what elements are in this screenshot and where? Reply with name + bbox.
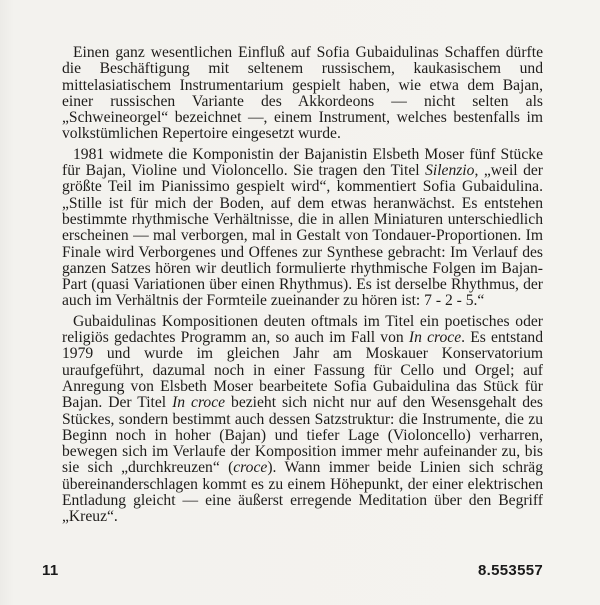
text-run: bezieht sich nicht nur auf den Wesensgehalt des Stückes, sondern bestimmt auch dessen Satzstruktur: die Instrumente, die zu Beginn noch in hoher (Bajan) und tiefer Lage (Violoncello) verharren, bewegen sich im Verlaufe der Komposition immer mehr aufeinander zu, bis sie sich „durchkreuzen“ ( (62, 394, 543, 477)
catalog-number: 8.553557 (478, 562, 543, 579)
paragraph-2 (62, 147, 543, 310)
text-run: Einen ganz wesentlichen Einfluß auf Sofia Gubaidulinas Schaffen dürfte die Beschäftigung mit seltenem russischem, kaukasischem und mittelasiatischem Instrumentarium gespielt haben, wie etwa dem Bajan, einer russischen Variante des Akkordeons — nicht selten als „Schweineorgel“ bezeichnet —, einem Instrument, welches bestenfalls im volkstümlichen Repertoire eingesetzt wurde. (62, 44, 543, 143)
paragraph-1 (62, 45, 543, 143)
text-run: 1981 widmete die Komponistin der Bajanistin Elsbeth Moser fünf Stücke für Bajan, Violine und Violoncello. Sie tragen den Titel (62, 145, 543, 180)
text-run: , „weil der größte Teil im Pianissimo gespielt wird“, kommentiert Sofia Gubaidulina. „Stille ist für mich der Boden, auf dem etwas heranwächst. Es entstehen bestimmte rhythmische Verhältnisse, die in allen Miniaturen unterschiedlich erscheinen — mal verborgen, mal in Gestalt von Tondauer-Proportionen. Im Finale wird Verborgenes und Offenes zur Synthese gebracht: Im Verlauf des ganzen Satzes hören wir deutlich formulierte rhythmische Folgen im Bajan-Part (quasi Variationen über einen Rhythmus). Es ist derselbe Rhythmus, der auch im Verhältnis der Formteile zueinander zu hören ist: 7 - 2 - 5.“ (62, 162, 543, 310)
paragraph-3 (62, 314, 543, 526)
body-text (62, 45, 543, 530)
work-title-silenzio: Silenzio (425, 162, 475, 180)
text-run: . Es entstand 1979 und wurde im gleichen Jahr am Moskauer Konservatorium uraufgeführt, dazumal noch in einer Fassung für Cello und Orgel; auf Anregung von Elsbeth Moser bearbeitete Sofia Gubaidulina das Stück für Bajan. Der Titel (62, 329, 543, 412)
work-title-in-croce: In croce (172, 394, 226, 412)
text-run: ). Wann immer beide Linien sich schräg übereinanderschlagen kommt es zu einem Höhepunkt, der einer elektrischen Entladung gleicht — eine äußerst erregende Meditation über den Begriff „Kreuz“. (62, 459, 543, 526)
term-croce: croce (233, 459, 268, 477)
work-title-in-croce: In croce (408, 329, 462, 347)
text-run: Gubaidulinas Kompositionen deuten oftmals im Titel ein poetisches oder religiös gedachtes Programm an, so auch im Fall von (62, 312, 543, 347)
page-number: 11 (42, 562, 59, 579)
